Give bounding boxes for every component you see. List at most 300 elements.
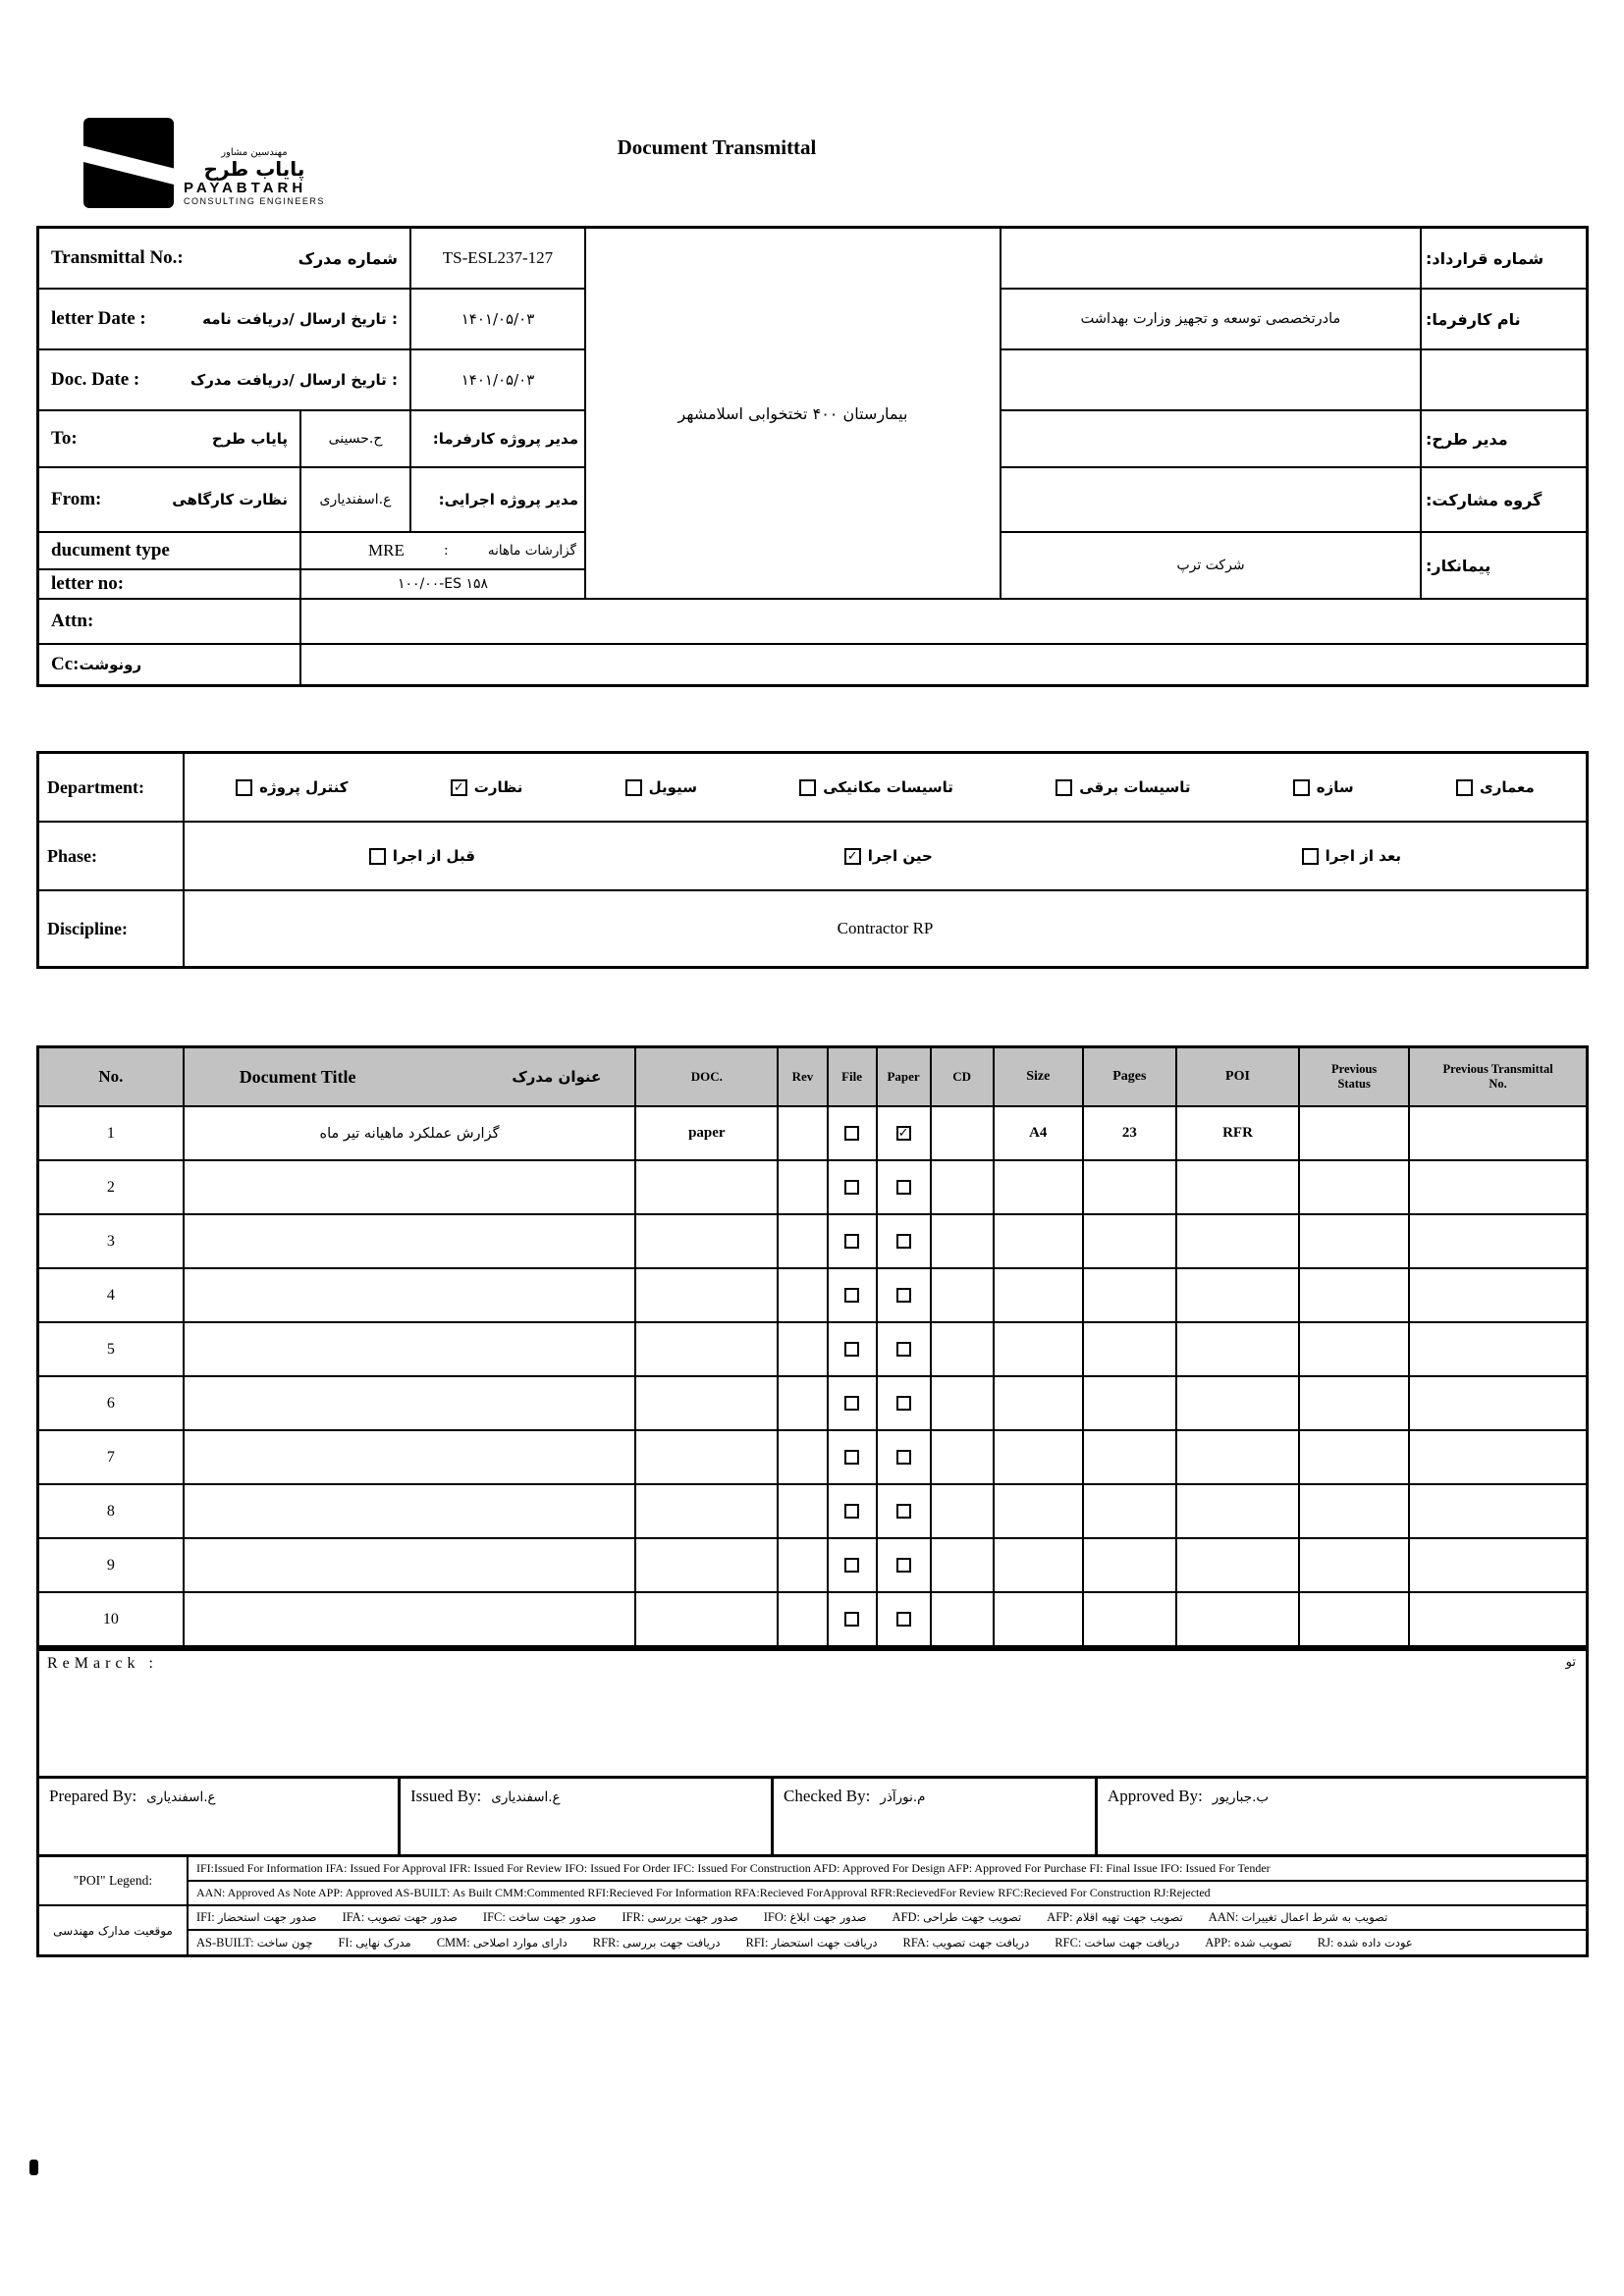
approved-by-label: Approved By: <box>1108 1787 1203 1805</box>
department-option <box>1056 778 1190 796</box>
legend-item: RJ: عودت داده شده <box>1317 1935 1413 1949</box>
cell-poi <box>1176 1160 1299 1214</box>
cell-prev-transmittal <box>1409 1268 1587 1322</box>
cell-title <box>184 1430 636 1484</box>
paper-checkbox[interactable] <box>896 1396 911 1411</box>
paper-checkbox[interactable] <box>896 1234 911 1249</box>
cell-no: 9 <box>38 1538 184 1592</box>
cell-cd <box>931 1160 994 1214</box>
col-prev-status: Previous Status <box>1299 1047 1409 1107</box>
cell-paper <box>877 1322 931 1376</box>
paper-checkbox[interactable] <box>896 1342 911 1357</box>
file-checkbox[interactable] <box>844 1126 859 1141</box>
cell-pages <box>1083 1592 1176 1647</box>
cell-rev <box>778 1214 827 1268</box>
cell-pages <box>1083 1376 1176 1430</box>
cell-no: 3 <box>38 1214 184 1268</box>
cell-pages <box>1083 1214 1176 1268</box>
document-list-table <box>36 1045 1589 1648</box>
legend-fa-line2 <box>189 1931 1586 1954</box>
file-checkbox[interactable] <box>844 1558 859 1573</box>
department-option-label: کنترل پروژه <box>259 778 349 796</box>
cell-pages: 23 <box>1083 1106 1176 1160</box>
client-name-value: مادرتخصصی توسعه و تجهیز وزارت بهداشت <box>1001 290 1422 350</box>
phase-checkbox[interactable] <box>1302 848 1319 865</box>
cell-file <box>828 1214 877 1268</box>
cell-prev-transmittal <box>1409 1106 1587 1160</box>
file-checkbox[interactable] <box>844 1234 859 1249</box>
cell-prev-status <box>1299 1322 1409 1376</box>
legend-item: RFI: دریافت جهت استحضار <box>745 1935 878 1949</box>
cell-title <box>184 1160 636 1214</box>
department-option <box>1293 778 1354 796</box>
cell-file <box>828 1106 877 1160</box>
department-option-label: سازه <box>1316 778 1354 796</box>
logo-fa-name: پایاب طرح <box>203 157 305 181</box>
col-paper: Paper <box>877 1047 931 1107</box>
phase-option <box>1302 847 1401 865</box>
cell-paper <box>877 1214 931 1268</box>
phase-option <box>844 847 933 865</box>
cell-rev <box>778 1376 827 1430</box>
cc-value-cell <box>301 645 1586 684</box>
department-option <box>799 778 953 796</box>
legend-item: FI: مدرک نهایی <box>338 1935 411 1949</box>
design-manager-value-cell <box>1001 411 1422 468</box>
cell-paper <box>877 1160 931 1214</box>
phase-option-label: قبل از اجرا <box>392 847 475 865</box>
col-no: No. <box>38 1047 184 1107</box>
design-manager-label: مدیر طرح: <box>1422 411 1586 468</box>
cell-paper <box>877 1106 931 1160</box>
approved-by-cell <box>1098 1779 1586 1854</box>
cell-pages <box>1083 1268 1176 1322</box>
cell-title: گزارش عملکرد ماهیانه تیر ماه <box>184 1106 636 1160</box>
cell-doc <box>635 1484 778 1538</box>
cell-cd <box>931 1268 994 1322</box>
cell-paper <box>877 1430 931 1484</box>
transmittal-no-label-fa: شماره مدرک <box>298 248 398 268</box>
department-option-label: معماری <box>1479 778 1535 796</box>
transmittal-no-value: TS-ESL237-127 <box>411 229 586 290</box>
issued-by-label: Issued By: <box>410 1787 482 1805</box>
paper-checkbox[interactable] <box>896 1612 911 1627</box>
department-options <box>185 754 1586 823</box>
cell-paper <box>877 1592 931 1647</box>
document-table-row <box>38 1268 1588 1322</box>
cell-rev <box>778 1592 827 1647</box>
paper-checkbox-checked[interactable] <box>896 1126 911 1141</box>
col-title-fa: عنوان مدرک <box>512 1068 602 1086</box>
cell-file <box>828 1268 877 1322</box>
cell-rev <box>778 1484 827 1538</box>
checked-by-label: Checked By: <box>784 1787 871 1805</box>
cell-rev <box>778 1106 827 1160</box>
cell-doc: paper <box>635 1106 778 1160</box>
cell-no: 8 <box>38 1484 184 1538</box>
logo-fa-tagline: مهندسین مشاور <box>221 147 288 158</box>
company-logo <box>83 118 325 208</box>
cell-file <box>828 1376 877 1430</box>
department-checkbox-checked[interactable] <box>451 779 467 796</box>
cell-title <box>184 1268 636 1322</box>
cell-doc <box>635 1376 778 1430</box>
document-type-colon: : <box>444 542 449 559</box>
cell-prev-transmittal <box>1409 1484 1587 1538</box>
cell-file <box>828 1430 877 1484</box>
client-name-label: نام کارفرما: <box>1422 290 1586 350</box>
cell-poi <box>1176 1214 1299 1268</box>
document-table-row <box>38 1214 1588 1268</box>
cell-prev-transmittal <box>1409 1538 1587 1592</box>
cell-title <box>184 1592 636 1647</box>
department-checkbox[interactable] <box>1293 779 1310 796</box>
prepared-by-label: Prepared By: <box>49 1787 137 1805</box>
doc-date-label-fa: تاریخ ارسال /دریافت مدرک : <box>189 371 398 389</box>
document-table-row <box>38 1592 1588 1647</box>
legend-item: IFI: صدور جهت استحضار <box>196 1910 317 1924</box>
payabtarh-logo-icon <box>83 118 174 208</box>
cell-title <box>184 1376 636 1430</box>
cell-size <box>994 1376 1083 1430</box>
legend-item: AAN: تصویب به شرط اعمال تغییرات <box>1208 1910 1388 1924</box>
cell-rev <box>778 1322 827 1376</box>
cell-doc <box>635 1322 778 1376</box>
cell-pages <box>1083 1538 1176 1592</box>
contract-no-label: شماره قرارداد: <box>1422 229 1586 290</box>
cell-prev-transmittal <box>1409 1322 1587 1376</box>
cell-prev-status <box>1299 1214 1409 1268</box>
cell-prev-status <box>1299 1268 1409 1322</box>
cell-prev-transmittal <box>1409 1160 1587 1214</box>
col-file: File <box>828 1047 877 1107</box>
department-checkbox[interactable] <box>799 779 816 796</box>
cell-size <box>994 1430 1083 1484</box>
cell-prev-status <box>1299 1160 1409 1214</box>
file-checkbox[interactable] <box>844 1450 859 1465</box>
department-label: Department: <box>39 754 185 823</box>
cell-size <box>994 1484 1083 1538</box>
doc-date-label-cell <box>39 350 411 411</box>
document-table-row <box>38 1160 1588 1214</box>
contractor-label: پیمانکار: <box>1422 533 1586 600</box>
cell-cd <box>931 1214 994 1268</box>
remark-box <box>36 1648 1589 1779</box>
file-checkbox[interactable] <box>844 1288 859 1303</box>
legend-item: APP: تصویب شده <box>1205 1935 1292 1949</box>
department-option-label: سیویل <box>648 778 697 796</box>
cell-prev-transmittal <box>1409 1214 1587 1268</box>
department-option-label: تاسیسات مکانیکی <box>823 778 953 796</box>
document-table-header-row <box>38 1047 1588 1107</box>
cell-prev-status <box>1299 1430 1409 1484</box>
checked-by-name: م.نورآذر <box>880 1789 926 1805</box>
cell-cd <box>931 1376 994 1430</box>
file-checkbox[interactable] <box>844 1180 859 1195</box>
from-value-fa: نظارت کارگاهی <box>172 491 288 508</box>
phase-option-label: بعد از اجرا <box>1325 847 1402 865</box>
document-table-row <box>38 1322 1588 1376</box>
letter-date-label-en: letter Date : <box>51 308 146 329</box>
document-table-row <box>38 1430 1588 1484</box>
legend-en-line2: AAN: Approved As Note APP: Approved AS-BUILT: As Built CMM:Commented RFI:Recieved For Information RFA:Recieved ForApproval RFR:RecievedFor Review RFC:Recieved For Construction RJ:Rejected <box>189 1882 1586 1906</box>
cell-size <box>994 1160 1083 1214</box>
letter-no-value: ۱۰۰/۰۰-ES ۱۵۸ <box>301 570 586 600</box>
col-pages: Pages <box>1083 1047 1176 1107</box>
paper-checkbox[interactable] <box>896 1504 911 1519</box>
col-title-en: Document Title <box>239 1066 356 1087</box>
department-option-label: تاسیسات برقی <box>1079 778 1191 796</box>
doc-status-label-fa: موقعیت مدارک مهندسی <box>39 1906 189 1954</box>
cell-rev <box>778 1538 827 1592</box>
cell-cd <box>931 1538 994 1592</box>
legend-item: IFA: صدور جهت تصویب <box>342 1910 458 1924</box>
cell-doc <box>635 1214 778 1268</box>
paper-checkbox[interactable] <box>896 1180 911 1195</box>
cell-prev-status <box>1299 1376 1409 1430</box>
cell-file <box>828 1322 877 1376</box>
document-type-value-cell <box>301 533 586 570</box>
cell-cd <box>931 1106 994 1160</box>
legend-item: CMM: دارای موارد اصلاحی <box>436 1935 568 1949</box>
document-type-label: ducument type <box>39 533 301 570</box>
cell-poi <box>1176 1268 1299 1322</box>
transmittal-no-label-en: Transmittal No.: <box>51 247 184 268</box>
legend-item: RFR: دریافت جهت بررسی <box>592 1935 721 1949</box>
document-table-row <box>38 1106 1588 1160</box>
classification-table <box>36 751 1589 969</box>
cell-poi <box>1176 1322 1299 1376</box>
cell-no: 4 <box>38 1268 184 1322</box>
cell-pages <box>1083 1160 1176 1214</box>
executive-pm-label: مدیر پروژه اجرایی: <box>411 468 586 533</box>
logo-en-name: PAYABTARH <box>184 180 307 196</box>
file-checkbox[interactable] <box>844 1504 859 1519</box>
document-table-row <box>38 1376 1588 1430</box>
cell-poi <box>1176 1484 1299 1538</box>
doc-date-value: ۱۴۰۱/۰۵/۰۳ <box>411 350 586 411</box>
legend-en-line1: IFI:Issued For Information IFA: Issued For Approval IFR: Issued For Review IFO: Issued For Order IFC: Issued For Construction AFD: Approved For Design AFP: Approved For Purchase FI: Final Issue IFO: Issued For Tender <box>189 1857 1586 1882</box>
cell-no: 6 <box>38 1376 184 1430</box>
department-checkbox[interactable] <box>625 779 642 796</box>
legend-item: IFO: صدور جهت ابلاغ <box>763 1910 867 1924</box>
issued-by-cell <box>401 1779 774 1854</box>
from-person-name: ع.اسفندیاری <box>301 468 411 533</box>
discipline-label: Discipline: <box>39 891 185 966</box>
cc-label-cell <box>39 645 301 684</box>
cell-no: 2 <box>38 1160 184 1214</box>
col-size: Size <box>994 1047 1083 1107</box>
cell-cd <box>931 1430 994 1484</box>
department-option-label: نظارت <box>473 778 523 796</box>
cell-size <box>994 1268 1083 1322</box>
file-checkbox[interactable] <box>844 1342 859 1357</box>
cell-prev-status <box>1299 1484 1409 1538</box>
signatures-row <box>36 1779 1589 1857</box>
cell-paper <box>877 1484 931 1538</box>
cc-label-en: Cc: <box>51 654 80 674</box>
cell-title <box>184 1322 636 1376</box>
document-type-code: MRE <box>368 541 405 560</box>
legend-item: RFC: دریافت جهت ساخت <box>1055 1935 1180 1949</box>
phase-checkbox[interactable] <box>369 848 386 865</box>
scan-artifact <box>29 2160 38 2175</box>
cell-paper <box>877 1268 931 1322</box>
cell-prev-transmittal <box>1409 1376 1587 1430</box>
cell-rev <box>778 1268 827 1322</box>
legend-item: AS-BUILT: چون ساخت <box>196 1935 313 1949</box>
cell-doc <box>635 1268 778 1322</box>
doc-date-label-en: Doc. Date : <box>51 369 140 390</box>
legend-item: RFA: دریافت جهت تصویب <box>902 1935 1030 1949</box>
cell-cd <box>931 1592 994 1647</box>
poi-legend-label: "POI" Legend: <box>39 1857 189 1906</box>
legend-item: AFD: تصویب جهت طراحی <box>892 1910 1022 1924</box>
empty-label-cell <box>1422 350 1586 411</box>
remark-label: ReMarck : <box>47 1655 158 1672</box>
empty-value-cell <box>1001 350 1422 411</box>
checked-by-cell <box>774 1779 1098 1854</box>
letter-date-value: ۱۴۰۱/۰۵/۰۳ <box>411 290 586 350</box>
cell-no: 7 <box>38 1430 184 1484</box>
to-label: To: <box>51 428 78 449</box>
attn-label: Attn: <box>39 600 301 645</box>
cell-doc <box>635 1592 778 1647</box>
letter-date-label-fa: تاریخ ارسال /دریافت نامه : <box>202 310 398 328</box>
cell-cd <box>931 1322 994 1376</box>
letter-no-label: letter no: <box>39 570 301 600</box>
paper-checkbox[interactable] <box>896 1288 911 1303</box>
logo-en-sub: CONSULTING ENGINEERS <box>184 196 325 206</box>
department-option <box>1456 778 1535 796</box>
department-checkbox[interactable] <box>236 779 252 796</box>
from-cell <box>39 468 301 533</box>
cell-paper <box>877 1376 931 1430</box>
contractor-value: شرکت ترپ <box>1001 533 1422 600</box>
paper-checkbox[interactable] <box>896 1450 911 1465</box>
col-rev: Rev <box>778 1047 827 1107</box>
department-option <box>451 778 523 796</box>
phase-label: Phase: <box>39 823 185 891</box>
cell-size: A4 <box>994 1106 1083 1160</box>
phase-option <box>369 847 475 865</box>
cell-paper <box>877 1538 931 1592</box>
legend-item: AFP: تصویب جهت تهیه اقلام <box>1047 1910 1183 1924</box>
cell-poi <box>1176 1430 1299 1484</box>
cell-file <box>828 1484 877 1538</box>
col-poi: POI <box>1176 1047 1299 1107</box>
to-person-name: ح.حسینی <box>301 411 411 468</box>
cc-label-fa: رونوشت <box>79 656 142 673</box>
cell-doc <box>635 1538 778 1592</box>
cell-prev-status <box>1299 1538 1409 1592</box>
cell-no: 10 <box>38 1592 184 1647</box>
cell-poi: RFR <box>1176 1106 1299 1160</box>
cell-doc <box>635 1430 778 1484</box>
col-prev-transmittal: Previous Transmittal No. <box>1409 1047 1587 1107</box>
cell-file <box>828 1160 877 1214</box>
cell-file <box>828 1538 877 1592</box>
discipline-value: Contractor RP <box>837 919 934 937</box>
cell-pages <box>1083 1430 1176 1484</box>
issued-by-name: ع.اسفندیاری <box>491 1789 561 1805</box>
cell-size <box>994 1214 1083 1268</box>
contract-no-value-cell <box>1001 229 1422 290</box>
phase-option-label: حین اجرا <box>867 847 933 865</box>
attn-value-cell <box>301 600 1586 645</box>
cell-doc <box>635 1160 778 1214</box>
department-option <box>236 778 348 796</box>
col-title <box>184 1047 636 1107</box>
cell-file <box>828 1592 877 1647</box>
document-table-row <box>38 1538 1588 1592</box>
from-label: From: <box>51 489 102 509</box>
department-checkbox[interactable] <box>1056 779 1072 796</box>
transmittal-no-label-cell <box>39 229 411 290</box>
to-value-fa: پایاب طرح <box>211 430 288 448</box>
document-table-row <box>38 1484 1588 1538</box>
cell-prev-status <box>1299 1592 1409 1647</box>
document-type-fa: گزارشات ماهانه <box>487 543 576 559</box>
cell-poi <box>1176 1376 1299 1430</box>
file-checkbox[interactable] <box>844 1612 859 1627</box>
cell-size <box>994 1592 1083 1647</box>
prepared-by-cell <box>39 1779 401 1854</box>
cell-prev-transmittal <box>1409 1430 1587 1484</box>
page-title: Document Transmittal <box>617 135 817 159</box>
cell-title <box>184 1214 636 1268</box>
client-pm-label: مدیر پروژه کارفرما: <box>411 411 586 468</box>
phase-options <box>185 823 1586 891</box>
prepared-by-name: ع.اسفندیاری <box>146 1789 216 1805</box>
legend-item: IFR: صدور جهت بررسی <box>622 1910 738 1924</box>
department-checkbox[interactable] <box>1456 779 1473 796</box>
project-name-cell: بیمارستان ۴۰۰ تختخوابی اسلامشهر <box>586 229 1001 600</box>
to-cell <box>39 411 301 468</box>
col-cd: CD <box>931 1047 994 1107</box>
cell-pages <box>1083 1484 1176 1538</box>
cell-no: 5 <box>38 1322 184 1376</box>
poi-legend <box>36 1857 1589 1957</box>
letter-date-label-cell <box>39 290 411 350</box>
cell-cd <box>931 1484 994 1538</box>
file-checkbox[interactable] <box>844 1396 859 1411</box>
paper-checkbox[interactable] <box>896 1558 911 1573</box>
cell-rev <box>778 1430 827 1484</box>
cell-poi <box>1176 1592 1299 1647</box>
col-doc: DOC. <box>635 1047 778 1107</box>
cell-title <box>184 1484 636 1538</box>
cell-title <box>184 1538 636 1592</box>
cell-poi <box>1176 1538 1299 1592</box>
cell-no: 1 <box>38 1106 184 1160</box>
transmittal-info-table <box>36 226 1589 687</box>
cell-pages <box>1083 1322 1176 1376</box>
cell-size <box>994 1538 1083 1592</box>
legend-fa-line1 <box>189 1906 1586 1931</box>
phase-checkbox-checked[interactable] <box>844 848 861 865</box>
approved-by-name: ب.جباریور <box>1212 1789 1270 1805</box>
jv-value-cell <box>1001 468 1422 533</box>
legend-item: IFC: صدور جهت ساخت <box>482 1910 597 1924</box>
cell-prev-status <box>1299 1106 1409 1160</box>
cell-rev <box>778 1160 827 1214</box>
jv-label: گروه مشارکت: <box>1422 468 1586 533</box>
cell-size <box>994 1322 1083 1376</box>
department-option <box>625 778 697 796</box>
cell-prev-transmittal <box>1409 1592 1587 1647</box>
remark-note: تو <box>1565 1655 1576 1670</box>
